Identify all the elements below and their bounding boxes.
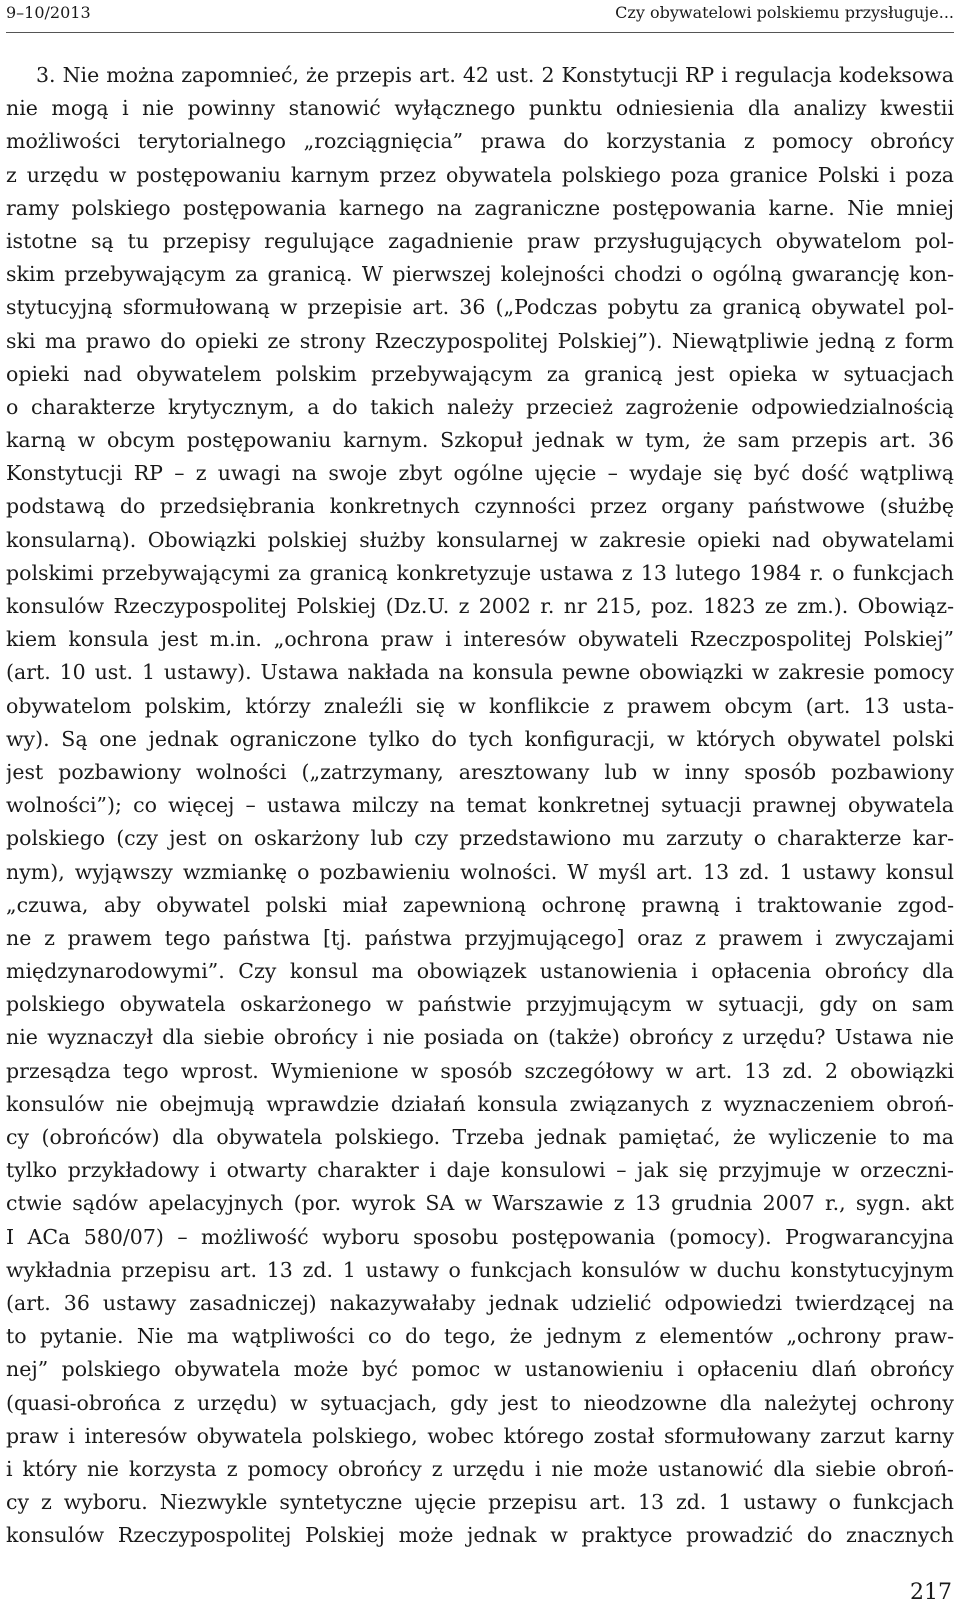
text-line: obywatelom polskim, którzy znaleźli się w konflikcie z prawem obcym (art. 13 usta- [6, 693, 954, 718]
text-line: cy (obrońców) dla obywatela polskiego. Trzeba jednak pamiętać, że wyliczenie to ma [6, 1125, 954, 1149]
text-line: Konstytucji RP – z uwagi na swoje zbyt ogólne ujęcie – wydaje się być dość wątpliwą [6, 461, 954, 486]
page-number: 217 [910, 1580, 952, 1605]
text-line: stytucyjną sformułowaną w przepisie art. 36 („Podczas pobytu za granicą obywatel pol- [6, 295, 954, 320]
text-line: praw i interesów obywatela polskiego, wobec którego został sformułowany zarzut karny [6, 1423, 954, 1448]
text-line: istotne są tu przepisy regulujące zagadnienie praw przysługujących obywatelom pol- [6, 228, 954, 253]
text-line: opieki nad obywatelem polskim przebywającym za granicą jest opieka w sytuacjach [6, 361, 954, 386]
text-line: nej” polskiego obywatela może być pomoc w ustanowieniu i opłaceniu dlań obrońcy [6, 1357, 954, 1382]
text-line: polskiego obywatela oskarżonego w państwie przyjmującym w sytuacji, gdy on sam [6, 992, 954, 1017]
text-line: karną w obcym postępowaniu karnym. Szkopuł jednak w tym, że sam przepis art. 36 [6, 428, 954, 453]
text-line: międzynarodowymi”. Czy konsul ma obowiązek ustanowienia i opłacenia obrońcy dla [6, 959, 954, 984]
text-line: konsularną). Obowiązki polskiej służby konsularnej w zakresie opieki nad obywatelami [6, 527, 954, 552]
text-line: kiem konsula jest m.in. „ochrona praw i interesów obywateli Rzeczpospolitej Polskiej” [6, 627, 954, 652]
text-line: ramy polskiego postępowania karnego na zagraniczne postępowania karne. Nie mniej [6, 195, 954, 220]
text-line: nie mogą i nie powinny stanowić wyłącznego punktu odniesienia dla analizy kwestii [6, 96, 954, 121]
text-line: (art. 36 ustawy zasadniczej) nakazywałaby jednak udzielić odpowiedzi twierdzącej na [6, 1290, 954, 1315]
text-line: konsulów Rzeczypospolitej Polskiej może jednak w praktyce prowadzić do znacznych [6, 1523, 954, 1548]
text-line: z urzędu w postępowaniu karnym przez obywatela polskiego poza granice Polski i poza [6, 162, 954, 187]
text-line: „czuwa, aby obywatel polski miał zapewnioną ochronę prawną i traktowanie zgod- [6, 892, 954, 917]
text-line: ski ma prawo do opieki ze strony Rzeczypospolitej Polskiej”). Niewątpliwie jedną z form [6, 328, 954, 353]
text-line: wolności”); co więcej – ustawa milczy na temat konkretnej sytuacji prawnej obywatela [6, 793, 954, 818]
text-line: konsulów nie obejmują wprawdzie działań konsula związanych z wyznaczeniem obroń- [6, 1091, 954, 1116]
running-header [6, 0, 954, 33]
text-line: polskimi przebywającymi za granicą konkretyzuje ustawa z 13 lutego 1984 r. o funkcjach [6, 560, 954, 585]
text-line: i który nie korzysta z pomocy obrońcy z urzędu i nie może ustanowić dla siebie obroń- [6, 1456, 954, 1481]
text-line: polskiego (czy jest on oskarżony lub czy przedstawiono mu zarzuty o charakterze kar- [6, 826, 954, 851]
text-line: ne z prawem tego państwa [tj. państwa przyjmującego] oraz z prawem i zwyczajami [6, 925, 954, 950]
text-line: (art. 10 ust. 1 ustawy). Ustawa nakłada na konsula pewne obowiązki w zakresie pomocy [6, 660, 954, 685]
text-line: wykładnia przepisu art. 13 zd. 1 ustawy o funkcjach konsulów w duchu konstytucyjnym [6, 1257, 954, 1282]
text-line: to pytanie. Nie ma wątpliwości co do tego, że jednym z elementów „ochrony praw- [6, 1324, 954, 1349]
text-line: cy z wyboru. Niezwykle syntetyczne ujęcie przepisu art. 13 zd. 1 ustawy o funkcjach [6, 1490, 954, 1515]
text-line: skim przebywającym za granicą. W pierwszej kolejności chodzi o ogólną gwarancję kon- [6, 262, 954, 287]
text-line: (quasi-obrońca z urzędu) w sytuacjach, gdy jest to nieodzowne dla należytej ochrony [6, 1390, 954, 1415]
text-line: nym), wyjąwszy wzmiankę o pozbawieniu wolności. W myśl art. 13 zd. 1 ustawy konsul [6, 859, 954, 884]
text-line: podstawą do przedsiębrania konkretnych czynności przez organy państwowe (służbę [6, 494, 954, 519]
running-title: Czy obywatelowi polskiemu przysługuje... [615, 3, 954, 22]
text-line: przesądza tego wprost. Wymienione w sposób szczegółowy w art. 13 zd. 2 obowiązki [6, 1058, 954, 1083]
text-line: wy). Są one jednak ograniczone tylko do tych konfiguracji, w których obywatel polski [6, 726, 954, 751]
text-line: nie wyznaczył dla siebie obrońcy i nie posiada on (także) obrońcy z urzędu? Ustawa nie [6, 1025, 954, 1050]
text-line: konsulów Rzeczypospolitej Polskiej (Dz.U. z 2002 r. nr 215, poz. 1823 ze zm.). Obowiąz- [6, 594, 954, 618]
text-line: ctwie sądów apelacyjnych (por. wyrok SA w Warszawie z 13 grudnia 2007 r., sygn. akt [6, 1191, 954, 1216]
journal-issue: 9–10/2013 [6, 3, 91, 22]
body-paragraph [6, 59, 954, 1552]
text-line: 3. Nie można zapomnieć, że przepis art. 42 ust. 2 Konstytucji RP i regulacja kodeksowa [36, 63, 954, 87]
text-line: I ACa 580/07) – możliwość wyboru sposobu postępowania (pomocy). Progwarancyjna [6, 1224, 954, 1249]
text-line: tylko przykładowy i otwarty charakter i daje konsulowi – jak się przyjmuje w orzeczni- [6, 1158, 954, 1183]
text-line: o charakterze krytycznym, a do takich należy przecież zagrożenie odpowiedzialnością [6, 394, 954, 419]
text-line: jest pozbawiony wolności („zatrzymany, aresztowany lub w inny sposób pozbawiony [6, 759, 954, 784]
text-line: możliwości terytorialnego „rozciągnięcia” prawa do korzystania z pomocy obrońcy [6, 129, 954, 154]
